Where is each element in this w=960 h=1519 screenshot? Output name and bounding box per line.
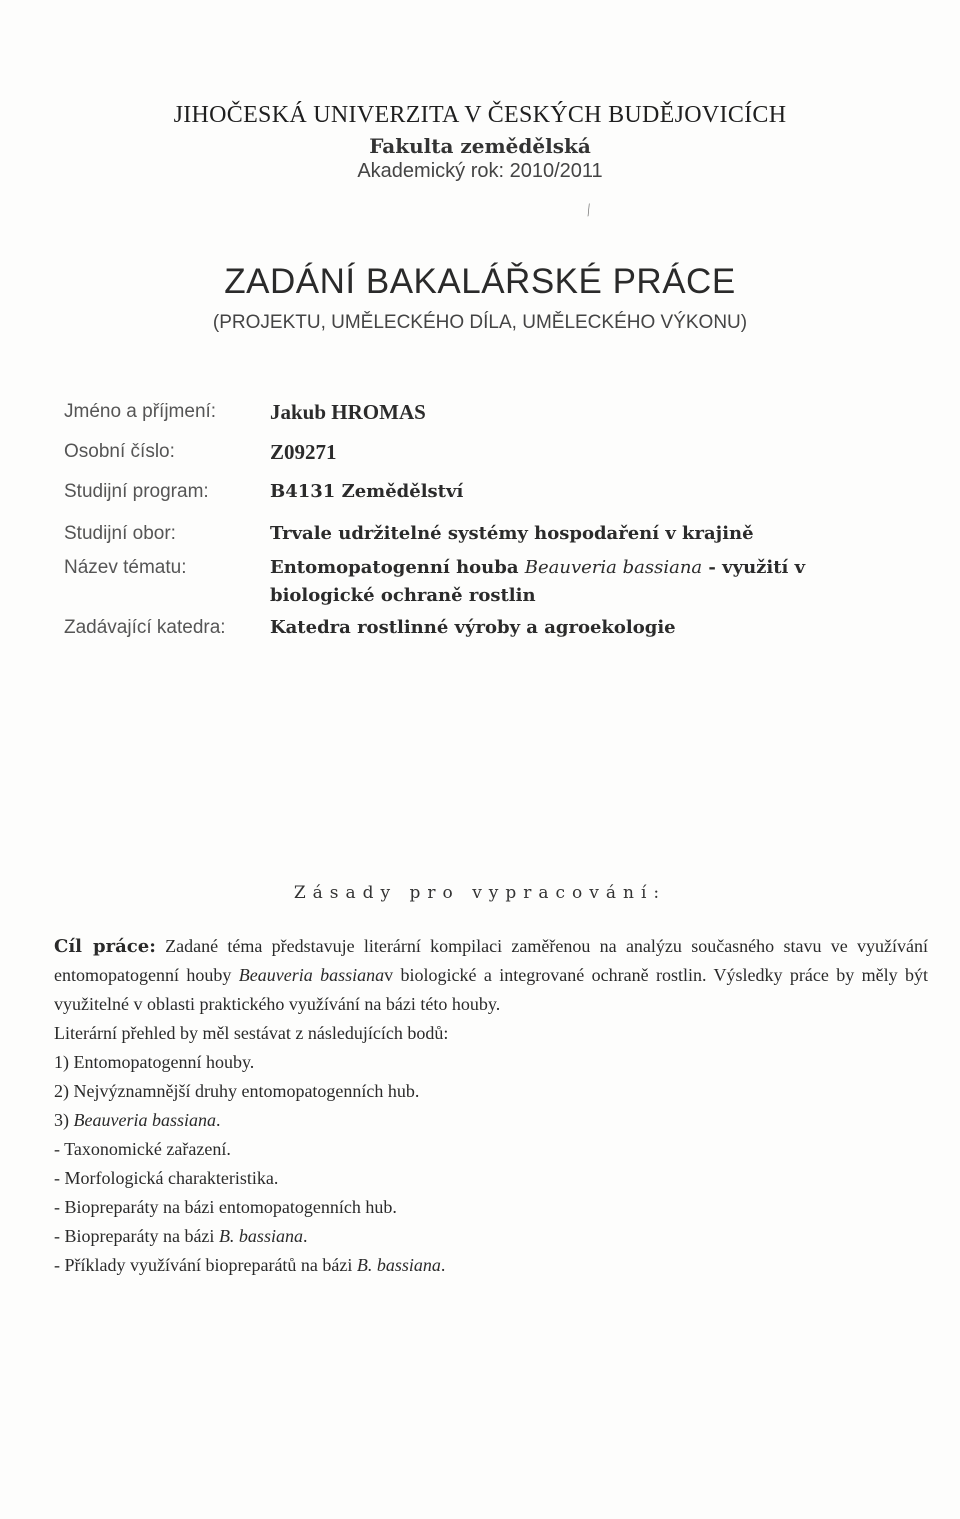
list-item-suffix: . [215,1110,221,1130]
goal-species: Beauveria bassiana [238,965,385,985]
name-label: Jméno a příjmení: [64,401,217,422]
list-item-suffix: . [302,1226,308,1246]
principles-body [54,932,928,1280]
topic-text-line2: biologické ochraně rostlin [270,585,536,606]
id-value: Z09271 [270,440,337,464]
program-label: Studijní program: [64,481,209,502]
list-item-prefix: 3) [54,1110,74,1130]
principles-heading: Zásady pro vypracování: [293,883,667,903]
name-row [64,398,884,426]
academic-year: Akademický rok: 2010/2011 [357,160,603,182]
program-row [64,478,884,506]
list-item: 2) Nejvýznamnější druhy entomopatogenních hub. [54,1081,420,1101]
list-item: - Morfologická charakteristika. [54,1168,279,1188]
goal-label: Cíl práce: [54,936,156,957]
faculty-name: Fakulta zemědělská [369,134,591,158]
program-value: B4131 Zemědělství [270,481,464,502]
list-item-suffix: . [440,1255,446,1275]
page-subtitle: (PROJEKTU, UMĚLECKÉHO DÍLA, UMĚLECKÉHO VÝKONU) [212,312,748,333]
list-item: - Biopreparáty na bázi entomopatogenních hub. [54,1197,397,1217]
list-item [54,1222,928,1251]
pen-mark-icon: ⁄ [583,202,595,219]
list-item: 1) Entomopatogenní houby. [54,1052,255,1072]
list-item-species: Beauveria bassiana [73,1110,216,1130]
goal-text-part2: v biologické a integrované ochraně rostlin. Výsledky práce by měly být využitelné v oblasti praktického využívání na bázi této houby. [54,965,928,1014]
field-value: Trvale udržitelné systémy hospodaření v krajině [270,523,754,544]
topic-text-part1: Entomopatogenní houba [270,557,525,578]
dept-label: Zadávající katedra: [64,617,226,638]
list-item-prefix: - Příklady využívání biopreparátů na bázi [54,1255,357,1275]
university-name: JIHOČESKÁ UNIVERZITA V ČESKÝCH BUDĚJOVICÍCH [173,102,787,128]
list-item-species: B. bassiana [356,1255,441,1275]
topic-row [64,554,884,610]
list-item-species: B. bassiana [218,1226,303,1246]
field-row [64,520,884,548]
topic-text-part2: - využití v [702,557,806,578]
id-label: Osobní číslo: [64,441,175,462]
list-item [54,1106,928,1135]
name-value: Jakub HROMAS [270,400,426,424]
topic-species: Beauveria bassiana [524,557,703,578]
page-title: ZADÁNÍ BAKALÁŘSKÉ PRÁCE [224,262,736,301]
list-item [54,1251,928,1280]
dept-row [64,614,884,642]
list-item: - Taxonomické zařazení. [54,1139,231,1159]
student-info [64,398,884,642]
goal-text-part1: Zadané téma představuje literární kompilaci zaměřenou na analýzu současného stavu ve využívání entomopatogenní houby [54,936,928,985]
topic-value [270,554,884,610]
id-row [64,438,884,466]
goal-paragraph [54,932,928,1019]
dept-value: Katedra rostlinné výroby a agroekologie [270,617,676,638]
topic-label: Název tématu: [64,557,187,578]
field-label: Studijní obor: [64,523,176,544]
review-intro: Literární přehled by měl sestávat z následujících bodů: [54,1023,449,1043]
list-item-prefix: - Biopreparáty na bázi [54,1226,219,1246]
